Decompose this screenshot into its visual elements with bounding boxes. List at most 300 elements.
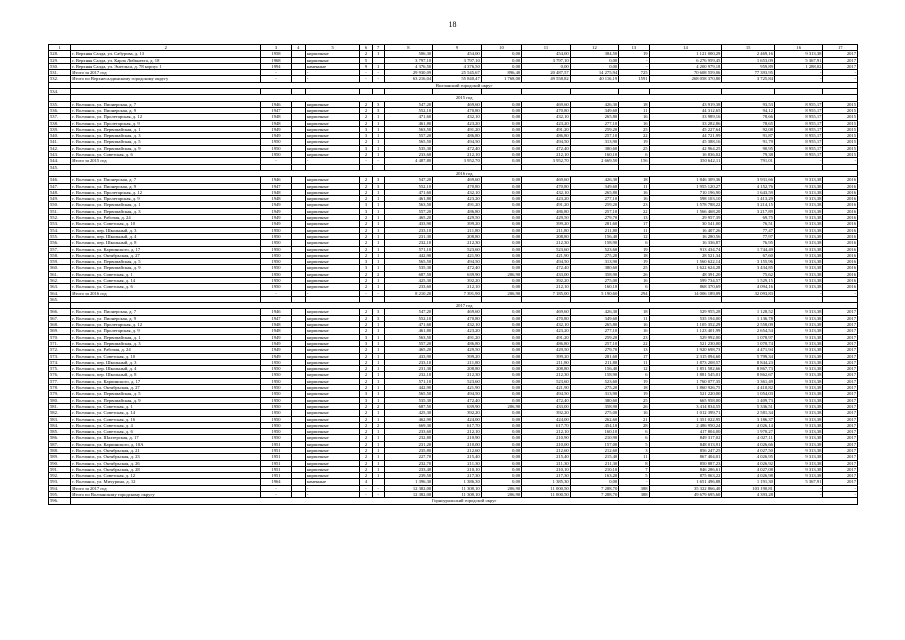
table-cell: 1 622 624,28	[649, 265, 722, 271]
table-cell: 2	[360, 435, 372, 441]
table-cell: 265,80	[570, 322, 619, 328]
table-cell: 1	[372, 63, 384, 69]
table-cell: 11	[619, 359, 649, 365]
table-cell: 896,40	[481, 70, 521, 76]
table-cell: 547,20	[384, 309, 433, 315]
table-cell: 232,10	[384, 372, 433, 378]
table-cell: г. Волчанск, ул. Первомайская, д. 5	[71, 139, 261, 145]
table-cell: 281,60	[570, 221, 619, 227]
table-cell: 3 214,15	[722, 202, 775, 208]
table-cell: кирпичные	[305, 240, 360, 246]
table-cell: 210,00	[433, 441, 482, 447]
table-cell: кирпичные	[305, 473, 360, 479]
section-title: 2015 год	[71, 95, 858, 101]
table-cell: 563,50	[384, 126, 433, 132]
table-cell: 1949	[261, 126, 291, 132]
table-cell: 554.	[49, 227, 71, 233]
table-cell: 3 155,96	[722, 259, 775, 265]
table-cell: -	[774, 290, 823, 296]
table-cell: 529 992,00	[649, 334, 722, 340]
table-cell: 9 313,38	[774, 51, 823, 57]
table-cell: г. Волчанск, ул. Советская, д. 14	[71, 410, 261, 416]
table-cell: 48 391,20	[649, 271, 722, 277]
table-cell: 90,95	[722, 145, 775, 151]
table-cell: 2017	[823, 403, 858, 409]
table-cell: 469,60	[433, 101, 482, 107]
table-cell: 2	[360, 473, 372, 479]
table-cell: 2	[360, 322, 372, 328]
table-cell: 5 367,91	[774, 479, 823, 485]
table-cell: 529.	[49, 57, 71, 63]
table-cell: 14 275,94	[570, 70, 619, 76]
table-cell: 4 026,98	[722, 473, 775, 479]
table-cell: г. Волчанск, пер. Школьный, д. 4	[71, 366, 261, 372]
table-cell: г. Волчанск, ул. Пионерская, д. 9	[71, 315, 261, 321]
table-cell: 217,30	[522, 473, 571, 479]
table-cell: 6	[619, 284, 649, 290]
table-cell: 486,80	[522, 133, 571, 139]
table-cell: 2015	[823, 114, 858, 120]
table-cell: 78,65	[722, 120, 775, 126]
table-cell: 486,80	[433, 208, 482, 214]
table-cell: 210,90	[433, 435, 482, 441]
table-cell: г. Волчанск, ул. Советская, д. 10	[71, 221, 261, 227]
table-cell: 4 376,50	[433, 63, 482, 69]
table-cell: 0,00	[481, 265, 521, 271]
table-cell: 1948	[261, 196, 291, 202]
table-cell: кирпичные	[305, 208, 360, 214]
table-cell: 7 391,90	[433, 290, 482, 296]
table-cell: 0,00	[522, 63, 571, 69]
table-cell: 77,47	[722, 227, 775, 233]
table-cell: 1950	[261, 397, 291, 403]
table-cell: 491,20	[522, 126, 571, 132]
table-cell: кирпичные	[305, 353, 360, 359]
table-cell: 0,00	[481, 309, 521, 315]
table-cell: 2017	[823, 460, 858, 466]
table-cell: 1 409,73	[722, 397, 775, 403]
table-cell: 1	[372, 448, 384, 454]
table-cell: 11 000,50	[522, 492, 571, 498]
table-cell: 0,00	[481, 441, 521, 447]
table-cell: 1	[372, 189, 384, 195]
table-cell: 571,10	[384, 246, 433, 252]
table-cell: 1950	[261, 422, 291, 428]
table-cell: 29 930,09	[384, 70, 433, 76]
table-cell: -	[619, 57, 649, 63]
table-cell: 1951	[261, 460, 291, 466]
table-cell: 541.	[49, 139, 71, 145]
table-cell: г. Волчанск, ул. Первомайская, д. 9	[71, 145, 261, 151]
table-cell: кирпичные	[305, 284, 360, 290]
table-cell: Итого по Верхнесалдинскому городскому округу	[71, 76, 261, 82]
table-cell: 557,20	[384, 340, 433, 346]
table-cell: 639,90	[433, 271, 482, 277]
table-cell: 16 836,02	[649, 152, 722, 158]
table-cell: -	[305, 290, 360, 296]
table-cell: кирпичные	[305, 454, 360, 460]
table-cell: 0,00	[481, 429, 521, 435]
table-cell: 2017	[823, 435, 858, 441]
table-cell: 494,50	[433, 391, 482, 397]
table-cell: 16	[619, 196, 649, 202]
table-cell: 2	[360, 277, 372, 283]
table-cell: 1950	[261, 391, 291, 397]
table-cell: 1950	[261, 233, 291, 239]
table-cell: 2017	[823, 448, 858, 454]
header-cell: 10	[481, 45, 521, 51]
table-cell: 472,40	[433, 145, 482, 151]
table-cell: 1 851 582,66	[649, 366, 722, 372]
table-cell: 2016	[823, 227, 858, 233]
table-cell: кирпичные	[305, 328, 360, 334]
table-cell: г. Волчанск, ул. Пролетарская, д. 12	[71, 322, 261, 328]
table-cell: 5 799,34	[722, 353, 775, 359]
table-cell: -	[305, 158, 360, 164]
table-cell: 4 376,50	[384, 63, 433, 69]
table-cell: 3 414 834,55	[649, 403, 722, 409]
table-cell: 9 313,38	[774, 473, 823, 479]
table-cell: 210,00	[522, 441, 571, 447]
table-cell: 232,80	[384, 435, 433, 441]
table-cell: 1950	[261, 429, 291, 435]
table-cell: 1 070,74	[722, 340, 775, 346]
table-cell: г. Волчанск, ул. Советская, д. 16	[71, 416, 261, 422]
table-cell: 44 312,65	[649, 107, 722, 113]
table-cell: 0,00	[481, 114, 521, 120]
table-cell: 425,30	[384, 410, 433, 416]
table-cell: 3	[360, 391, 372, 397]
table-cell: 1950	[261, 372, 291, 378]
table-cell: 76,51	[722, 221, 775, 227]
table-cell: 560.	[49, 265, 71, 271]
table-cell: 486,80	[522, 208, 571, 214]
table-cell: 358,90	[570, 403, 619, 409]
table-cell: кирпичные	[305, 259, 360, 265]
table-cell: 1946	[261, 101, 291, 107]
table-cell: -	[261, 492, 291, 498]
table-cell: 421,90	[522, 252, 571, 258]
table-cell: 461,80	[384, 196, 433, 202]
table-cell: -	[261, 158, 291, 164]
table-cell: 1 881 545,01	[649, 372, 722, 378]
table-cell: 1 643,59	[722, 189, 775, 195]
table-cell: 0,00	[481, 145, 521, 151]
table-cell: 42 964,25	[649, 145, 722, 151]
table-cell: 16	[619, 114, 649, 120]
table-cell: 424,00	[433, 416, 482, 422]
table-cell: 231,20	[384, 441, 433, 447]
table-cell: 856 247,25	[649, 448, 722, 454]
table-cell: 392,20	[522, 410, 571, 416]
table-cell: 2	[360, 107, 372, 113]
table-cell: 0,00	[570, 479, 619, 485]
table-cell: 160,10	[570, 429, 619, 435]
table-cell: 491,20	[433, 202, 482, 208]
table-cell: 2015	[823, 107, 858, 113]
table-cell: 11 000,50	[522, 485, 571, 491]
table-cell: 2	[372, 422, 384, 428]
table-cell: 1 653,09	[722, 57, 775, 63]
table-cell: 2	[360, 177, 372, 183]
table-cell: 2 669,50	[570, 158, 619, 164]
table-cell: 494,50	[522, 139, 571, 145]
table-cell: 11	[619, 227, 649, 233]
table-cell: 540.	[49, 133, 71, 139]
table-cell: -	[619, 63, 649, 69]
table-cell: 3 797,10	[522, 57, 571, 63]
table-cell: г. Волчанск, ул. Пионерская, д. 9	[71, 183, 261, 189]
table-cell: 0,00	[481, 422, 521, 428]
table-cell: 4	[360, 479, 372, 485]
table-cell: 1	[372, 265, 384, 271]
table-cell: 16 336,87	[649, 240, 722, 246]
table-cell: 211,80	[570, 227, 619, 233]
table-cell: 2017	[823, 353, 858, 359]
table-cell: 9 313,38	[774, 315, 823, 321]
table-cell: 2017	[823, 473, 858, 479]
table-cell: кирпичные	[305, 410, 360, 416]
table-cell: кирпичные	[305, 133, 360, 139]
table-cell: 9 313,38	[774, 397, 823, 403]
table-cell: 210,10	[522, 466, 571, 472]
table-cell: 2017	[823, 441, 858, 447]
table-cell: 2015	[823, 139, 858, 145]
table-cell: 432,10	[433, 322, 482, 328]
table-cell: 9 313,38	[774, 334, 823, 340]
table-cell: 1 012 399,71	[649, 410, 722, 416]
table-cell: -	[774, 158, 823, 164]
table-cell: 551.	[49, 208, 71, 214]
table-cell: 11	[619, 315, 649, 321]
table-cell: 590.	[49, 460, 71, 466]
table-cell: 0,00	[481, 107, 521, 113]
table-cell: 277,10	[570, 196, 619, 202]
table-cell: 25	[619, 397, 649, 403]
table-cell: 2015	[823, 101, 858, 107]
table-cell: 16	[619, 322, 649, 328]
table-cell: 571,10	[384, 378, 433, 384]
table-cell: 281,60	[570, 353, 619, 359]
table-cell: кирпичные	[305, 139, 360, 145]
table-cell: 0,00	[481, 416, 521, 422]
table-cell: 0,00	[481, 233, 521, 239]
table-cell: 6 276 959,45	[649, 57, 722, 63]
table-cell: 575.	[49, 366, 71, 372]
table-cell: 9 313,38	[774, 366, 823, 372]
table-cell: 215,40	[433, 454, 482, 460]
table-cell: 0,00	[481, 353, 521, 359]
table-cell: 233,40	[384, 466, 433, 472]
table-cell: 16	[619, 410, 649, 416]
table-cell: 275,20	[570, 385, 619, 391]
table-cell: 423,20	[522, 328, 571, 334]
table-cell: 9 313,38	[774, 177, 823, 183]
table-cell: 506,30	[384, 51, 433, 57]
table-cell: 0,00	[481, 246, 521, 252]
table-cell: 9 313,38	[774, 385, 823, 391]
table-cell: 471,60	[384, 322, 433, 328]
table-cell: 2016	[823, 246, 858, 252]
table-cell: 1 846 309,36	[649, 177, 722, 183]
table-cell: 429,50	[522, 215, 571, 221]
table-cell: -	[823, 485, 858, 491]
table-cell: 9 313,38	[774, 208, 823, 214]
table-cell: 2	[360, 429, 372, 435]
table-cell: 9 313,38	[774, 196, 823, 202]
table-cell: 547.	[49, 183, 71, 189]
table-cell: 2	[360, 328, 372, 334]
table-cell: 9 313,38	[774, 347, 823, 353]
table-cell: 421,90	[433, 385, 482, 391]
table-cell: 469,60	[522, 177, 571, 183]
table-cell: г. Волчанск, ул. Октябрьская, д. 27	[71, 252, 261, 258]
table-cell: 426,30	[570, 101, 619, 107]
table-cell: Итого за 2017 год	[71, 485, 261, 491]
table-cell: 2 581,34	[722, 410, 775, 416]
header-cell: 1	[49, 45, 71, 51]
table-cell: 423,20	[522, 196, 571, 202]
table-cell: 2016	[823, 271, 858, 277]
table-cell: 232,70	[384, 460, 433, 466]
table-cell: 1948	[261, 328, 291, 334]
table-cell: 592.	[49, 473, 71, 479]
table-cell: 867 404,01	[649, 454, 722, 460]
table-cell: 0,00	[481, 252, 521, 258]
table-cell: г. Волчанск, ул. Рабочая, д. 24	[71, 347, 261, 353]
table-cell: 1950	[261, 145, 291, 151]
table-cell: 5 190,60	[570, 290, 619, 296]
table-cell: 0,00	[570, 63, 619, 69]
table-cell: 212,60	[522, 448, 571, 454]
table-cell: 1	[372, 120, 384, 126]
table-cell: 2017	[823, 322, 858, 328]
table-cell: г. Волчанск, ул. Первомайская, д. 3	[71, 340, 261, 346]
table-cell: 1950	[261, 284, 291, 290]
table-cell: 1 105 352,29	[649, 322, 722, 328]
table-cell: 4 410,82	[722, 385, 775, 391]
table-cell: 1	[372, 114, 384, 120]
table-cell: 1 136,78	[722, 315, 775, 321]
table-cell: 1	[372, 246, 384, 252]
table-cell: 432,10	[433, 189, 482, 195]
table-cell: 9 313,38	[774, 227, 823, 233]
table-cell: 549.	[49, 196, 71, 202]
table-cell: 3 797,10	[433, 57, 482, 63]
table-cell: 469,60	[433, 177, 482, 183]
table-cell: 2015	[823, 145, 858, 151]
table-cell: кирпичные	[305, 334, 360, 340]
table-cell: 0,00	[481, 385, 521, 391]
table-cell: 1	[372, 133, 384, 139]
table-cell: 210,10	[433, 466, 482, 472]
table-cell: 18	[619, 177, 649, 183]
table-cell: г. Волчанск, ул. Октябрьская, д. 21	[71, 448, 261, 454]
table-cell: 259,20	[570, 334, 619, 340]
table-cell: 3	[372, 315, 384, 321]
table-cell: 1946	[261, 309, 291, 315]
table-cell: 538.	[49, 120, 71, 126]
table-cell: 9 313,38	[774, 284, 823, 290]
table-cell: 92,08	[722, 126, 775, 132]
table-cell: 3	[360, 126, 372, 132]
table-cell: -	[774, 492, 823, 498]
header-cell: 9	[433, 45, 482, 51]
table-cell: 215,40	[522, 454, 571, 460]
table-cell: 553.	[49, 221, 71, 227]
table-cell: 563.	[49, 284, 71, 290]
table-cell: 1 121 000,29	[649, 51, 722, 57]
table-cell: 210,10	[570, 466, 619, 472]
table-cell: 16	[619, 328, 649, 334]
table-cell: 25	[619, 126, 649, 132]
table-cell: 1950	[261, 416, 291, 422]
table-cell: г. Волчанск, ул. Советская, д. 14	[71, 277, 261, 283]
table-cell: 1	[372, 284, 384, 290]
table-cell: 1949	[261, 133, 291, 139]
table-cell: 535.	[49, 101, 71, 107]
table-cell: 388	[619, 492, 649, 498]
table-cell: 546.	[49, 177, 71, 183]
table-cell: 1 860 926,75	[649, 385, 722, 391]
table-cell: 9 313,38	[774, 416, 823, 422]
table-cell: 491,20	[522, 334, 571, 340]
table-cell: 25 545,67	[433, 70, 482, 76]
table-cell: 211,80	[570, 359, 619, 365]
table-cell: 1 578 788,22	[649, 202, 722, 208]
table-cell: 33 989,16	[649, 114, 722, 120]
table-cell: г. Волчанск, ул. Карпинского, д. 10А	[71, 441, 261, 447]
table-cell: 1 560 622,14	[649, 259, 722, 265]
table-cell: 1 529,15	[722, 277, 775, 283]
table-cell: 8 955,17	[774, 145, 823, 151]
table-cell: 3 931,66	[722, 177, 775, 183]
table-cell: 542.	[49, 145, 71, 151]
table-cell: 2017	[823, 410, 858, 416]
table-cell: 9 313,38	[774, 322, 823, 328]
header-cell: 2	[71, 45, 261, 51]
table-cell: кирпичные	[305, 315, 360, 321]
table-cell: 1	[372, 51, 384, 57]
table-cell: 0,00	[481, 479, 521, 485]
table-cell: кирпичные	[305, 441, 360, 447]
table-cell: 0,00	[481, 372, 521, 378]
table-cell: 1	[372, 145, 384, 151]
table-cell: 2	[360, 454, 372, 460]
table-cell: кирпичные	[305, 177, 360, 183]
table-cell: 18	[619, 385, 649, 391]
table-cell: 25	[619, 265, 649, 271]
table-cell: 313,90	[570, 259, 619, 265]
table-cell: 8 844,23	[722, 359, 775, 365]
table-cell: 591.	[49, 466, 71, 472]
table-cell: 4 026,95	[722, 454, 775, 460]
table-cell: 599 734,57	[649, 277, 722, 283]
table-cell: 523,60	[570, 246, 619, 252]
table-cell: 617,70	[433, 422, 482, 428]
table-cell: 12	[619, 233, 649, 239]
table-cell: 7 288,70	[570, 485, 619, 491]
table-cell: 552.	[49, 215, 71, 221]
table-cell: 491,20	[522, 202, 571, 208]
table-cell: 212,10	[522, 429, 571, 435]
table-cell: 2 486 950,24	[649, 422, 722, 428]
table-cell: 461,80	[384, 328, 433, 334]
table-cell: 212,10	[522, 152, 571, 158]
table-cell: 399,20	[522, 221, 571, 227]
table-cell: 2	[360, 152, 372, 158]
table-cell: 565.	[49, 296, 71, 302]
